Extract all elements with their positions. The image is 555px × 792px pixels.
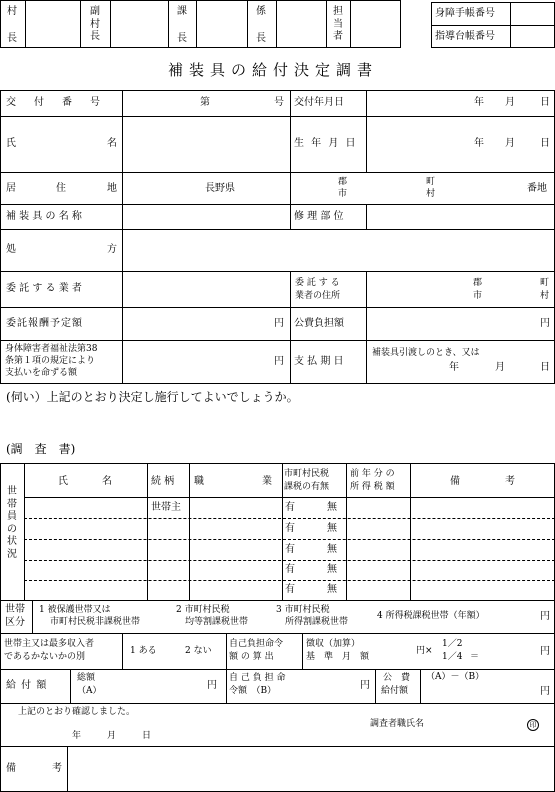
shinsho-number-label: 身障手帳番号: [435, 8, 495, 19]
kofu-dai: 第: [200, 97, 210, 108]
investigator-label: 調査者職氏名: [370, 719, 425, 729]
self-burden-b-label: 自 己 負 担 命: [229, 673, 286, 683]
law-amount-label: 身体障害者福祉法第38: [5, 344, 98, 354]
household-category-label: 世帯: [5, 604, 25, 615]
payment-date-label: 支 払 期 日: [294, 356, 344, 367]
col-tax: 市町村民税: [284, 469, 330, 479]
category-1: 1 被保護世帯又は: [39, 605, 111, 615]
kyojuchi-label: 居: [6, 183, 16, 194]
benefit-label: 給 付 額: [6, 680, 48, 691]
device-name-label: 補 装 具 の 名 称: [6, 211, 82, 222]
category-4: 4 所得税課税世帯（年額）: [377, 611, 485, 621]
max-income-label: 世帯主又は最多収入者: [4, 639, 95, 649]
page-title: 補装具の給付決定調書: [168, 61, 379, 79]
kofu-date-label: 交付年月日: [294, 97, 344, 108]
seal-mark: 印: [527, 719, 539, 731]
shidou-number-label: 指導台帳番号: [435, 31, 495, 42]
category-2: 2 市町村民税: [176, 605, 230, 615]
fraction-quarter: 1／4: [442, 652, 463, 662]
kakarichou-label: 係 長: [256, 6, 266, 44]
setainushi-label: 世帯主: [151, 502, 181, 513]
self-burden-calc-label: 自己負担命令: [229, 639, 284, 649]
approval-inquiry: (伺い）上記のとおり決定し施行してよいでしょうか。: [6, 390, 299, 404]
option-nai: 2 ない: [185, 646, 212, 656]
fraction-half: 1／2: [442, 639, 463, 649]
tantousha-label: 担 当 者: [333, 6, 343, 42]
itaku-fee-label: 委託報酬予定額: [6, 318, 83, 329]
kachou-label: 課 長: [177, 6, 187, 44]
col-relation: 続 柄: [151, 476, 175, 487]
public-burden-label: 公費負担額: [294, 318, 344, 329]
category-3: 3 市町村民税: [276, 605, 330, 615]
public-benefit-label: 公 費: [383, 673, 411, 683]
col-name: 氏: [58, 476, 68, 487]
prefecture: 長野県: [205, 183, 235, 194]
handover-note: 補装具引渡しのとき、又は: [372, 348, 480, 358]
kofu-number-label: 交 付 番 号: [6, 97, 104, 108]
remarks-label: 備: [6, 763, 16, 774]
collection-base-label: 徴収（加算）: [306, 639, 361, 649]
survey-title: (調 査 書): [6, 442, 76, 456]
shimei-label: 氏: [6, 138, 16, 149]
fukusonchou-label: 副 村 長: [90, 6, 100, 42]
col-occupation: 職: [194, 476, 204, 487]
repair-part-label: 修 理 部 位: [294, 211, 344, 222]
a-minus-b: （A）－（B）: [426, 672, 485, 682]
total-a-label: 総額: [77, 673, 96, 683]
kofu-gou: 号: [274, 97, 284, 108]
col-remarks: 備: [450, 476, 460, 487]
contractor-label: 委 託 す る 業 者: [6, 283, 82, 294]
survey-table: [0, 463, 555, 792]
col-income: 前 年 分 の: [350, 469, 395, 479]
prescription-label: 処: [6, 244, 16, 255]
household-status-label: 世 帯 員 の 状 況: [7, 486, 17, 560]
sonchou-label: 村 長: [7, 6, 17, 44]
confirm-text: 上記のとおり確認しました。: [18, 707, 136, 717]
birthdate-label: 生 年 月 日: [294, 138, 358, 149]
contractor-address-label: 委 託 す る: [295, 278, 340, 288]
option-aru: 1 ある: [130, 646, 157, 656]
